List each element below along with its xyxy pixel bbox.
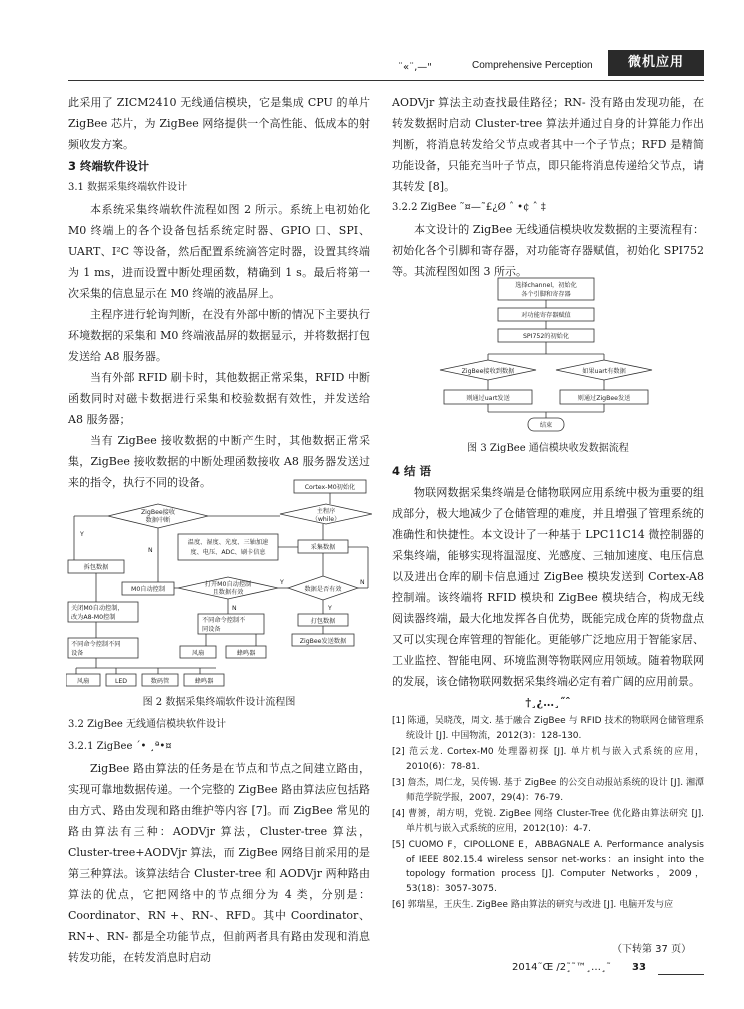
fig3-a2-text: 则通过ZigBee发送 — [577, 395, 631, 402]
fig2-seg-text: 数码管 — [150, 678, 170, 685]
fig2-n-label-2: N — [360, 579, 365, 586]
fig2-pack-text: 打包数据 — [310, 618, 336, 625]
paragraph-3-1-a: 本系统采集终端软件流程如图 2 所示。系统上电初始化 M0 终端上的各个设备包括系统定时器、GPIO 口、SPI、UART、I²C 等设备，然后配置系统滴答定时器，设置其终端为 1 ms，进而设置中断处理函数，精确到 1 s。最后将第一次采集的信息显示在 M0 终端的液晶屏上。 — [68, 203, 370, 300]
fig2-init-text: Cortex-M0初始化 — [304, 484, 356, 491]
fig2-openauto2-text: 且数据有效 — [212, 589, 244, 596]
continued-note: （下转第 37 页） — [612, 944, 692, 955]
section-3-heading: 3 终端软件设计 — [68, 159, 150, 173]
left-column-bottom — [68, 714, 370, 968]
fig3-d1-text: ZigBee接收到数据 — [461, 368, 515, 375]
paragraph-conclusion: 物联网数据采集终端是仓储物联网应用系统中极为重要的组成部分，极大地减少了仓储管理的难度，并且增强了管理系统的准确性和快捷性。本文设计了一种基于 LPC11C14 微控制器的采集终端，能够实现将温湿度、光感度、三轴加速度、电压信息以及进出仓库的刷卡信息通过 ZigBee 模块发送到 Cortex-A8 控制端。该终端将 RFID 模块和 ZigBee 模块结合，构成无线阅读器终端，最大化地发挥各自优势，既能完成仓库的货物盘点又可以实现仓库管理的智能化。更能够广泛地应用于智能家居、工业监控、智能电网、环境监测等物联网应用领域。随着物联网的发展，该仓储物联网数据采集终端必定有着广阔的应用前景。 — [392, 486, 704, 688]
right-column-bottom — [392, 460, 704, 915]
header-short-title: ¨«¨,—" — [398, 62, 432, 73]
reference-item: [4] 曹赟，胡方明，党锐. ZigBee 网络 Cluster-Tree 优化路由算法研究 [J]. 单片机与嵌入式系统的应用，2012(10)：4-7. — [392, 809, 704, 834]
references-title: †¸¿…¸˝ˆ — [525, 696, 571, 709]
section-3-2-heading: 3.2 ZigBee 无线通信模块软件设计 — [68, 719, 226, 730]
fig2-led-text: LED — [114, 678, 128, 685]
fig3-s1b-text: 各个引脚和寄存器 — [521, 291, 571, 298]
fig2-zigrecv-diamond — [108, 504, 208, 528]
fig2-fan-text: 风扇 — [76, 678, 90, 685]
figure-3-caption: 图 3 ZigBee 通信模块收发数据流程 — [467, 443, 629, 454]
fig2-unpack-text: 拆包数据 — [83, 564, 109, 571]
journal-logo: 微机应用 — [608, 50, 704, 76]
fig2-diffcmd2-text: 设备 — [71, 650, 84, 657]
fig2-closeauto-text: 关闭M0自动控制， — [71, 605, 124, 612]
paragraph-3-1-c: 当有外部 RFID 刷卡时，其他数据正常采集，RFID 中断函数同时对磁卡数据进行采集和校验数据有效性，并发送给 A8 服务器； — [68, 371, 370, 426]
section-3-1-heading: 3.1 数据采集终端软件设计 — [68, 182, 188, 193]
fig2-main-text: 主程序 — [316, 508, 336, 515]
section-3-2-2-heading: 3.2.2 ZigBee ˜¤—˜£¿Ø ˆ •¢ ˆ ‡ — [392, 202, 546, 213]
page-number: 33 — [632, 962, 646, 973]
fig2-zigrecv-text: ZigBee接收 — [140, 509, 176, 516]
header-section-title: Comprehensive Perception — [472, 60, 593, 71]
paragraph-3-2-2: 本文设计的 ZigBee 无线通信模块收发数据的主要流程有：初始化各个引脚和寄存器，对功能寄存器赋值，初始化 SPI752 等。其流程图如图 3 所示。 — [392, 223, 704, 278]
figure-2-flowchart — [66, 478, 372, 688]
intro-paragraph: 此采用了 ZICM2410 无线通信模块，它是集成 CPU 的单片 ZigBee 芯片，为 ZigBee 网络提供一个高性能、低成本的射频收发方案。 — [68, 96, 370, 151]
fig3-s3-text: SPI752的初始化 — [522, 333, 570, 340]
fig2-m0auto-text: M0自动控制 — [130, 586, 166, 593]
paragraph-3-1-d: 当有 ZigBee 接收数据的中断产生时，其他数据正常采集，ZigBee 接收数据的中断处理函数接收 A8 服务器发送过来的指令，执行不同的设备。 — [68, 434, 370, 489]
fig2-sensors-text: 温度、湿度、光度、三轴加速 — [187, 539, 269, 546]
fig2-y-label-3: Y — [328, 605, 332, 612]
figure-3-flowchart — [436, 276, 662, 436]
fig2-diffcmd-text: 不同命令控制不同 — [71, 641, 121, 648]
reference-item: [2] 范云龙. Cortex-M0 处理器初探 [J]. 单片机与嵌入式系统的应用，2010(6)：78-81. — [392, 747, 704, 772]
fig2-y-label-2: Y — [280, 579, 284, 586]
fig2-main-sub-text: （while） — [311, 516, 341, 523]
fig2-valid-text: 数据是否有效 — [304, 586, 342, 593]
paragraph-3-2-1: ZigBee 路由算法的任务是在节点和节点之间建立路由，实现可靠地数据传递。一个完整的 ZigBee 路由算法应包括路由方式、路由发现和路由维护等内容 [7]。而 ZigBee 常见的路由算法有三种：AODVjr 算法，Cluster-tree 算法，Cluster-tree+AODVjr 算法，而 ZigBee 网络目前采用的是第三种算法。该算法结合 Cluster-tree 和 AODVjr 两种路由算法的优点，它把网络中的节点细分为 4 类，分别是：Coordinator、RN +、RN-、RFD。其中 Coordinator、RN+、RN- 都是全功能节点，但前两者具有路由发现和消息转发功能，在转发消息时启动 — [68, 762, 370, 964]
fig3-s1-text: 选择channel，初始化 — [515, 282, 577, 289]
section-3-2-1-heading: 3.2.1 ZigBee ´• ¸ª•¤ — [68, 741, 172, 752]
paragraph-3-2-1-cont: AODVjr 算法主动查找最佳路径；RN- 没有路由发现功能，在转发数据时启动 Cluster-tree 算法并通过自身的计算能力作出判断，将消息转发给父节点或者其中一个子节点；RFD 是精简功能设备，只能充当叶子节点，即只能将消息传递给父节点，请其转发 [8]。 — [392, 96, 704, 193]
fig2-diffcmd4-text: 同设备 — [202, 626, 221, 633]
fig2-diffcmd3-text: 不同命令控制不 — [202, 617, 246, 624]
fig2-y-label-1: Y — [80, 531, 84, 538]
footer-rule — [658, 974, 704, 975]
fig3-a1-text: 则通过uart发送 — [466, 395, 510, 402]
references-list — [392, 714, 704, 913]
header-rule — [68, 80, 704, 81]
fig2-n-label-1: N — [148, 547, 153, 554]
paragraph-3-1-b: 主程序进行轮询判断，在没有外部中断的情况下主要执行环境数据的采集和 M0 终端液晶屏的数据显示，并将数据打包发送给 A8 服务器。 — [68, 308, 370, 363]
fig2-buzzer2-text: 蜂鸣器 — [236, 650, 256, 657]
footer-issue: 2014˜Œ /2˜ — [512, 962, 572, 973]
fig2-n-label-3: N — [232, 605, 237, 612]
reference-item: [3] 詹杰，周仁龙，吴传锡. 基于 ZigBee 的公交自动报站系统的设计 [J]. 湘潭师范学院学报，2007，29(4)：76-79. — [392, 778, 704, 803]
fig3-d2-text: 如果uart有数据 — [582, 368, 626, 375]
figure-2-caption: 图 2 数据采集终端软件设计流程图 — [142, 697, 296, 708]
footer-journal: ¸˜™¸…¸˜ — [566, 962, 611, 973]
fig2-closeauto2-text: 改为A8-M0控制 — [71, 614, 116, 621]
fig2-zigsend-text: ZigBee发送数据 — [299, 638, 347, 645]
left-column-top — [68, 92, 370, 493]
reference-item: [5] CUOMO F，CIPOLLONE E，ABBAGNALE A. Performance analysis of IEEE 802.15.4 wireless sensor net-works：an insight into the topology formation process [J]. Computer Networks，2009，53(18)：3057-3075. — [392, 840, 704, 894]
fig2-sensors-box — [178, 534, 278, 560]
reference-item: [1] 陈通，吴晓茂，周文. 基于融合 ZigBee 与 RFID 技术的物联网仓储管理系统设计 [J]. 中国物流，2012(3)：128-130. — [392, 716, 704, 741]
fig3-s2-text: 对功能寄存器赋值 — [521, 312, 571, 319]
fig3-end-text: 结束 — [539, 422, 553, 429]
section-4-heading: 4 结 语 — [392, 464, 432, 478]
right-column-top — [392, 92, 704, 282]
reference-item: [6] 郭瑞星，王庆生. ZigBee 路由算法的研究与改进 [J]. 电脑开发与应 — [392, 900, 674, 910]
fig2-fan2-text: 风扇 — [191, 650, 205, 657]
fig2-sensors2-text: 度、电压、ADC、刷卡信息 — [190, 549, 266, 556]
fig2-openauto-text: 打开M0自动控制 — [204, 581, 252, 588]
fig2-zigrecv2-text: 数据中断 — [145, 517, 171, 524]
fig2-buzzer-text: 蜂鸣器 — [194, 678, 214, 685]
fig2-collect-text: 采集数据 — [310, 544, 336, 551]
